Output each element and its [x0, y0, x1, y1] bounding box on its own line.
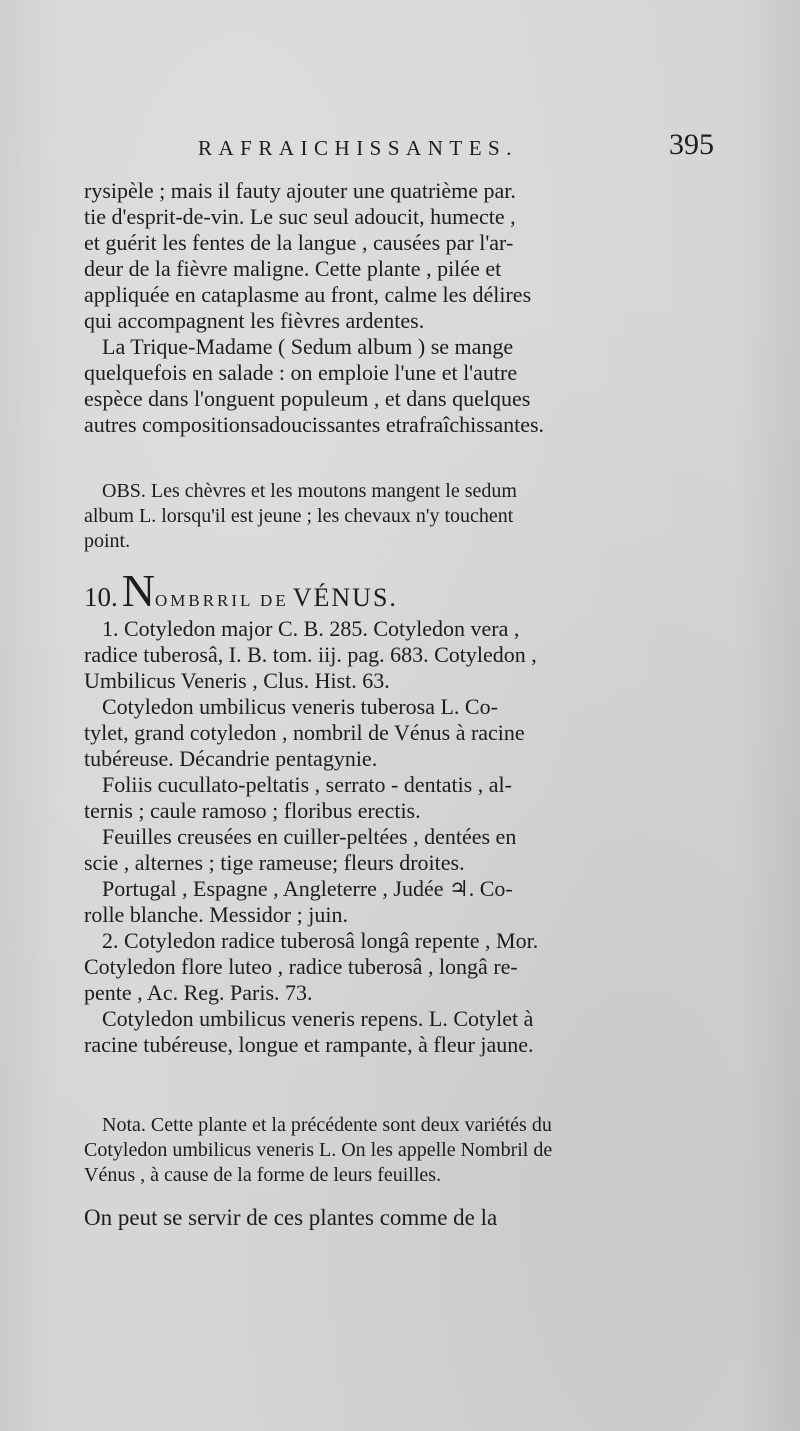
text-line: Cotyledon umbilicus veneris repens. L. Cotylet à — [102, 1006, 534, 1031]
text-line: 2. Cotyledon radice tuberosâ longâ repente , Mor. — [102, 928, 539, 953]
text-line: 1. Cotyledon major C. B. 285. Cotyledon vera , — [102, 616, 520, 641]
text-line: radice tuberosâ, I. B. tom. iij. pag. 683. Cotyledon , — [84, 642, 537, 667]
text-line: quelquefois en salade : on emploie l'une et l'autre — [84, 360, 518, 385]
text-line: album L. lorsqu'il est jeune ; les chevaux n'y touchent — [84, 505, 514, 527]
text-line: rysipèle ; mais il fauty ajouter une quatrième par. — [84, 178, 516, 203]
section-title-text: OMBRRIL DE — [154, 591, 289, 610]
text-line: Foliis cucullato-peltatis , serrato - dentatis , al- — [102, 772, 512, 797]
text-line: Umbilicus Veneris , Clus. Hist. 63. — [84, 668, 390, 693]
text-line: racine tubéreuse, longue et rampante, à fleur jaune. — [84, 1032, 534, 1057]
text-line: point. — [84, 530, 131, 552]
text-line: Nota. Cette plante et la précédente sont deux variétés du — [102, 1114, 552, 1136]
section-initial: N — [121, 565, 155, 616]
text-line: autres compositionsadoucissantes etrafraîchissantes. — [84, 412, 545, 437]
text-line: Portugal , Espagne , Angleterre , Judée ♃. Co- — [102, 876, 513, 901]
text-line: Feuilles creusées en cuiller-peltées , dentées en — [102, 824, 517, 849]
text-line: et guérit les fentes de la langue , causées par l'ar- — [84, 230, 514, 255]
observation-note — [84, 478, 708, 553]
text-line: scie , alternes ; tige rameuse; fleurs droites. — [84, 850, 465, 875]
running-head: RAFRAICHISSANTES. — [198, 136, 518, 160]
text-line: Vénus , à cause de la forme de leurs feuilles. — [84, 1164, 442, 1186]
species-entries — [84, 616, 708, 1058]
section-number: 10. — [84, 582, 118, 612]
closing-line — [84, 1205, 708, 1231]
text-line: qui accompagnent les fièvres ardentes. — [84, 308, 425, 333]
paragraph-cataplasme — [84, 178, 708, 438]
section-heading — [84, 564, 398, 616]
text-line: tie d'esprit-de-vin. Le suc seul adoucit, humecte , — [84, 204, 516, 229]
text-line: ternis ; caule ramoso ; floribus erectis. — [84, 798, 421, 823]
text-line: tubéreuse. Décandrie pentagynie. — [84, 746, 378, 771]
text-line: Cotyledon umbilicus veneris L. On les appelle Nombril de — [84, 1139, 553, 1161]
text-line: La Trique-Madame ( Sedum album ) se mange — [102, 334, 514, 359]
text-line: rolle blanche. Messidor ; juin. — [84, 902, 348, 927]
text-line: OBS. Les chèvres et les moutons mangent le sedum — [102, 480, 517, 502]
text-line: pente , Ac. Reg. Paris. 73. — [84, 980, 313, 1005]
text-line: On peut se servir de ces plantes comme de la — [84, 1205, 498, 1230]
text-line: tylet, grand cotyledon , nombril de Vénus à racine — [84, 720, 525, 745]
text-line: appliquée en cataplasme au front, calme les délires — [84, 282, 532, 307]
page-number: 395 — [669, 128, 714, 161]
page-header — [80, 128, 720, 168]
nota-note — [84, 1112, 708, 1187]
text-line: espèce dans l'onguent populeum , et dans quelques — [84, 386, 531, 411]
section-title-name: VÉNUS. — [292, 583, 398, 612]
text-line: Cotyledon umbilicus veneris tuberosa L. Co- — [102, 694, 498, 719]
text-line: Cotyledon flore luteo , radice tuberosâ , longâ re- — [84, 954, 518, 979]
text-line: deur de la fièvre maligne. Cette plante , pilée et — [84, 256, 502, 281]
